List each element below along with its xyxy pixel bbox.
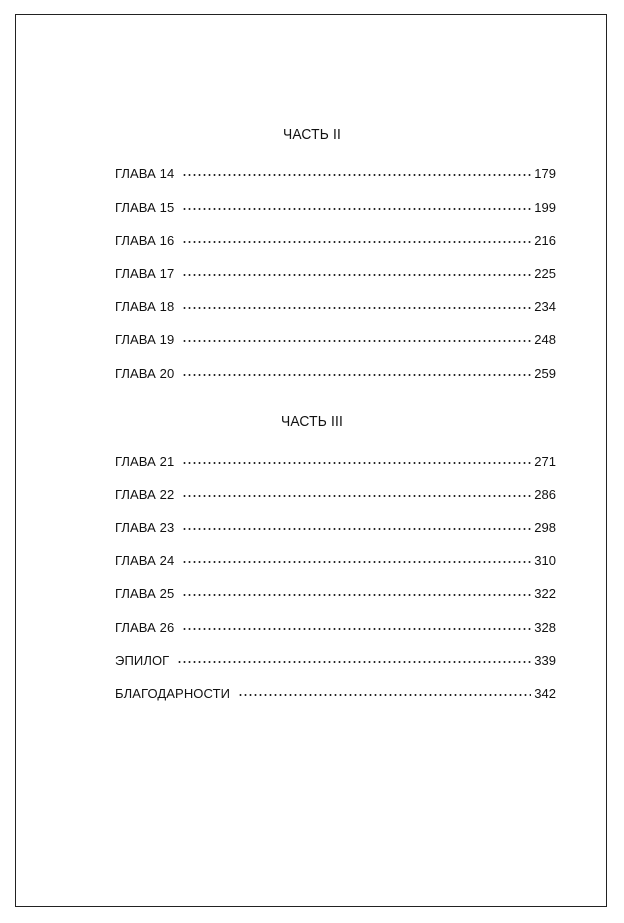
toc-entry[interactable] bbox=[115, 481, 556, 502]
toc-entry[interactable] bbox=[115, 160, 556, 181]
toc-entry-page: 271 bbox=[534, 454, 556, 469]
toc-entry-page: 339 bbox=[534, 653, 556, 668]
toc-entry[interactable] bbox=[115, 260, 556, 281]
toc-entry-label: ГЛАВА 17 bbox=[115, 266, 175, 281]
toc-entry[interactable] bbox=[115, 360, 556, 381]
toc-entry-page: 199 bbox=[534, 200, 556, 215]
toc-entry[interactable] bbox=[115, 293, 556, 314]
toc-entry-label: ГЛАВА 26 bbox=[115, 620, 175, 635]
dot-leader bbox=[182, 580, 531, 598]
toc-entry[interactable] bbox=[115, 614, 556, 635]
part-heading: ЧАСТЬ II bbox=[282, 126, 342, 143]
toc-entry-page: 234 bbox=[534, 299, 556, 314]
toc-entry-label: ГЛАВА 15 bbox=[115, 200, 175, 215]
toc-entry-label: БЛАГОДАРНОСТИ bbox=[115, 686, 231, 701]
toc-entry-page: 322 bbox=[534, 586, 556, 601]
toc-entry[interactable] bbox=[115, 227, 556, 248]
dot-leader bbox=[182, 194, 531, 212]
dot-leader bbox=[177, 647, 531, 665]
toc-entry[interactable] bbox=[115, 580, 556, 601]
toc-entry-label: ГЛАВА 20 bbox=[115, 366, 175, 381]
dot-leader bbox=[182, 448, 531, 466]
dot-leader bbox=[182, 260, 531, 278]
toc-entry-page: 216 bbox=[534, 233, 556, 248]
toc-entry-label: ГЛАВА 16 bbox=[115, 233, 175, 248]
toc-entry-label: ГЛАВА 14 bbox=[115, 166, 175, 181]
toc-entry[interactable] bbox=[115, 194, 556, 215]
toc-entry-label: ГЛАВА 21 bbox=[115, 454, 175, 469]
toc-entry[interactable] bbox=[115, 547, 556, 568]
toc-entry-label: ГЛАВА 25 bbox=[115, 586, 175, 601]
toc-entry-page: 298 bbox=[534, 520, 556, 535]
dot-leader bbox=[182, 326, 531, 344]
toc-entry[interactable] bbox=[115, 680, 556, 701]
dot-leader bbox=[182, 227, 531, 245]
dot-leader bbox=[182, 360, 531, 378]
toc-entry[interactable] bbox=[115, 448, 556, 469]
toc-entry-page: 225 bbox=[534, 266, 556, 281]
toc-entry[interactable] bbox=[115, 326, 556, 347]
toc-entry-page: 259 bbox=[534, 366, 556, 381]
toc-entry-label: ЭПИЛОГ bbox=[115, 653, 170, 668]
toc-entry[interactable] bbox=[115, 514, 556, 535]
dot-leader bbox=[182, 514, 531, 532]
toc-entry-page: 286 bbox=[534, 487, 556, 502]
toc-entry-page: 342 bbox=[534, 686, 556, 701]
toc-entry-label: ГЛАВА 23 bbox=[115, 520, 175, 535]
dot-leader bbox=[182, 547, 531, 565]
dot-leader bbox=[182, 160, 531, 178]
toc-entry[interactable] bbox=[115, 647, 556, 668]
toc-entry-label: ГЛАВА 18 bbox=[115, 299, 175, 314]
toc-entry-page: 248 bbox=[534, 332, 556, 347]
dot-leader bbox=[182, 614, 531, 632]
toc-entry-page: 179 bbox=[534, 166, 556, 181]
toc-entry-label: ГЛАВА 19 bbox=[115, 332, 175, 347]
toc-entry-label: ГЛАВА 22 bbox=[115, 487, 175, 502]
dot-leader bbox=[182, 481, 531, 499]
toc-entry-page: 328 bbox=[534, 620, 556, 635]
toc-entry-label: ГЛАВА 24 bbox=[115, 553, 175, 568]
part-heading: ЧАСТЬ III bbox=[280, 413, 344, 430]
dot-leader bbox=[238, 680, 531, 698]
dot-leader bbox=[182, 293, 531, 311]
toc-entry-page: 310 bbox=[534, 553, 556, 568]
